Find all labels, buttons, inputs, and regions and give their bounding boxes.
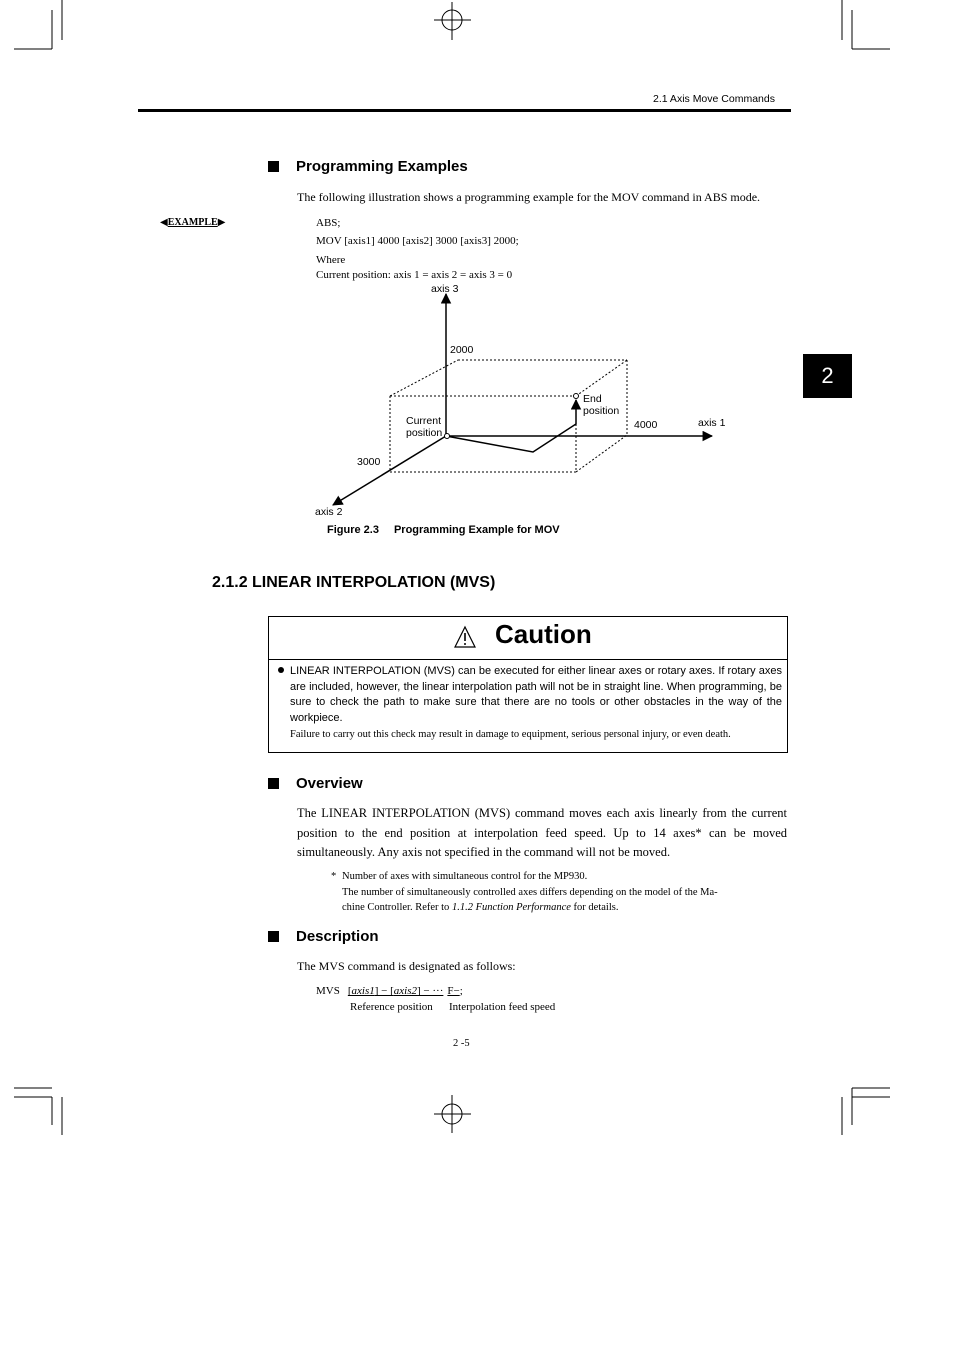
figure-number: Figure 2.3: [327, 524, 379, 536]
syntax-command: MVS: [316, 985, 340, 997]
syntax-semicolon: ;: [459, 985, 463, 997]
value-2000-label: 2000: [450, 344, 474, 356]
description-heading-text: Description: [296, 928, 379, 945]
end-position-marker: [574, 394, 579, 399]
caution-title: Caution: [495, 619, 592, 649]
caution-note: Failure to carry out this check may result in damage to equipment, serious personal injury, or even death.: [290, 729, 731, 740]
heading-square-icon: [268, 931, 279, 942]
syntax-reference-label: Reference position: [350, 1001, 433, 1013]
syntax-feed-label: Interpolation feed speed: [449, 1001, 556, 1013]
current-position-marker: [445, 434, 450, 439]
footnote-line-2: The number of simultaneously controlled axes differs depending on the model of the Ma-: [342, 887, 718, 898]
code-line: MOV [axis1] 4000 [axis2] 3000 [axis3] 2000;: [316, 235, 519, 247]
value-4000-label: 4000: [634, 419, 658, 431]
overview-heading-text: Overview: [296, 775, 363, 792]
description-heading: [268, 928, 379, 945]
footnote-line-1: Number of axes with simultaneous control for the MP930.: [342, 871, 588, 882]
code-line: ABS;: [316, 217, 341, 229]
figure-caption: [327, 524, 560, 536]
figure-title: Programming Example for MOV: [393, 524, 560, 536]
caution-header: [269, 617, 787, 660]
badge-left-arrow-icon: ◀: [160, 217, 168, 228]
mvs-syntax: [316, 985, 463, 997]
current-position-label-1: Current: [406, 415, 442, 427]
code-line: Where: [316, 254, 346, 266]
heading-square-icon: [268, 778, 279, 789]
footnote-line-3-pre: chine Controller. Refer to: [342, 902, 452, 913]
current-position-label-2: position: [406, 427, 443, 439]
badge-right-arrow-icon: ▶: [217, 217, 226, 228]
end-position-label-1: End: [583, 393, 602, 405]
axis-3-label: axis 3: [431, 283, 459, 295]
description-paragraph: The MVS command is designated as follows:: [297, 959, 516, 973]
axis-2-line: [333, 436, 446, 505]
overview-paragraph: The LINEAR INTERPOLATION (MVS) command moves each axis linearly from the current position to the end position at interpolation feed speed. Up to 14 axes* can be moved simultaneously. Any axis not specified in the command will not be moved.: [297, 806, 787, 859]
bullet-icon: [278, 667, 284, 673]
running-header: 2.1 Axis Move Commands: [653, 93, 775, 105]
axis-2-label: axis 2: [315, 506, 343, 518]
overview-heading: [268, 775, 363, 792]
axis-1-label: axis 1: [698, 417, 726, 429]
caution-text: LINEAR INTERPOLATION (MVS) can be executed for either linear axes or rotary axes. If rotary axes are included, however, the linear interpolation path will not be in straight line. When programming, be sure to check the path to make sure that there are no tools or other obstacles in the way of the workpiece.: [290, 665, 782, 724]
syntax-feed: F−: [447, 985, 460, 997]
footnote-reference: 1.1.2 Function Performance: [451, 902, 571, 913]
end-position-label-2: position: [583, 405, 620, 417]
page-number: 2 -5: [453, 1038, 470, 1049]
caution-box: [268, 616, 788, 753]
footnote-mark: *: [331, 871, 337, 882]
chapter-tab: 2: [803, 354, 852, 398]
section-heading: 2.1.2 LINEAR INTERPOLATION (MVS): [212, 574, 496, 591]
syntax-reference-position: [axis1] − [axis2] − ···: [347, 985, 444, 997]
example-badge-label: EXAMPLE: [167, 217, 218, 228]
code-line: Current position: axis 1 = axis 2 = axis 3 = 0: [316, 269, 513, 281]
programming-examples-heading-text: Programming Examples: [296, 158, 468, 175]
footnote-line-3-post: for details.: [570, 902, 619, 913]
programming-examples-intro: The following illustration shows a programming example for the MOV command in ABS mode.: [297, 190, 761, 204]
footnote-line-3: [342, 900, 618, 916]
warning-triangle-icon: [453, 625, 477, 649]
move-path: [446, 400, 576, 452]
value-3000-label: 3000: [357, 456, 381, 468]
